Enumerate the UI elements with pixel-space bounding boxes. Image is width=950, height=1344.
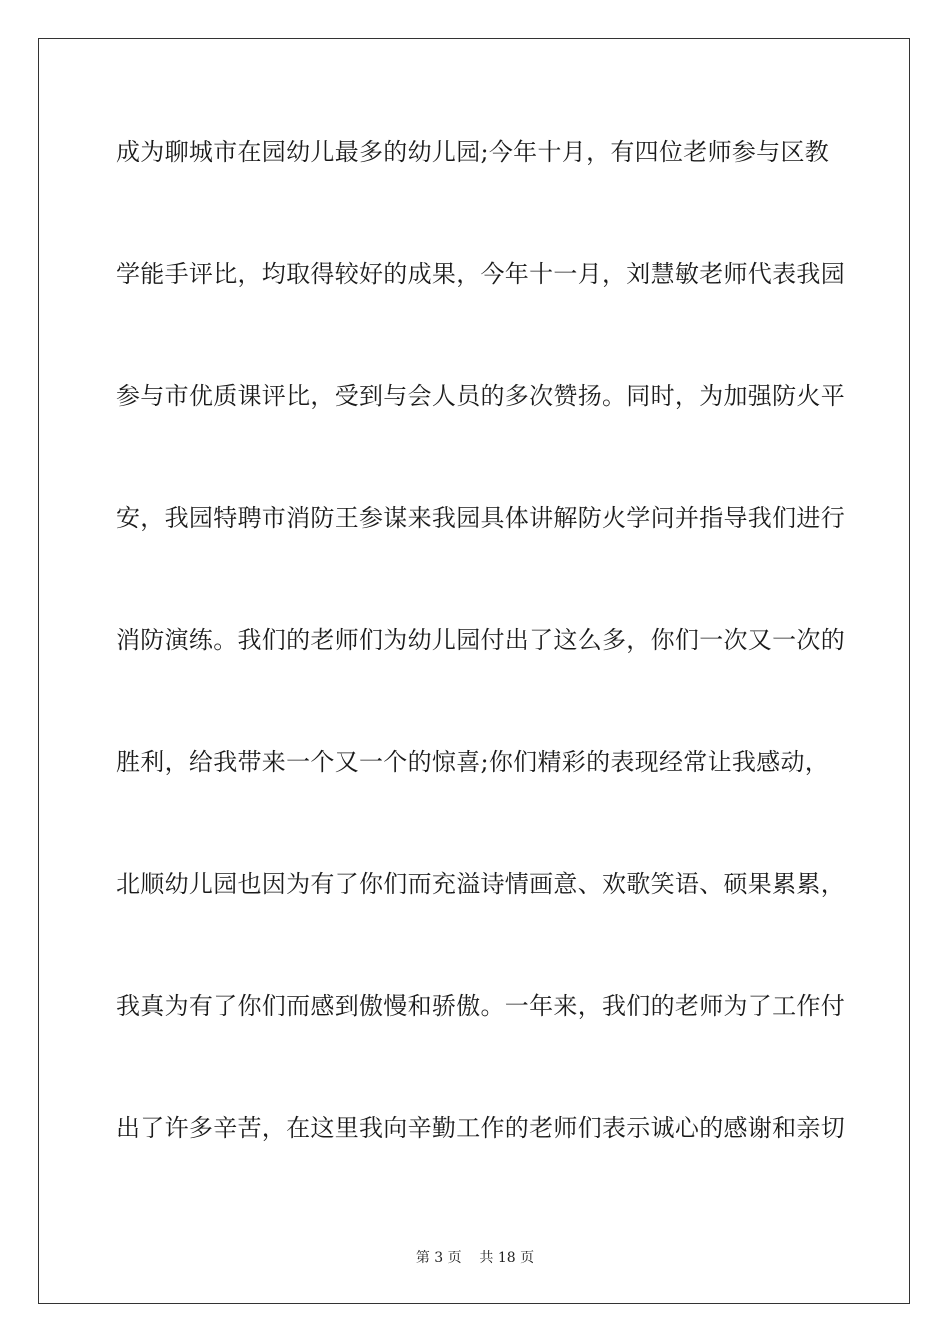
page-number-footer: 第 3 页 共 18 页 bbox=[415, 1250, 535, 1266]
body-text-line: 消防演练。我们的老师们为幼儿园付出了这么多，你们一次又一次的 bbox=[116, 626, 845, 654]
body-text-line: 参与市优质课评比，受到与会人员的多次赞扬。同时，为加强防火平 bbox=[116, 382, 845, 410]
body-text-line: 胜利，给我带来一个又一个的惊喜;你们精彩的表现经常让我感动， bbox=[116, 748, 830, 776]
body-text-line: 北顺幼儿园也因为有了你们而充溢诗情画意、欢歌笑语、硕果累累， bbox=[116, 870, 845, 898]
body-text-line: 安，我园特聘市消防王参谋来我园具体讲解防火学问并指导我们进行 bbox=[116, 504, 845, 532]
body-text-line: 我真为有了你们而感到傲慢和骄傲。一年来，我们的老师为了工作付 bbox=[116, 992, 845, 1020]
body-text-line: 成为聊城市在园幼儿最多的幼儿园;今年十月，有四位老师参与区教 bbox=[116, 138, 830, 166]
body-text-line: 出了许多辛苦，在这里我向辛勤工作的老师们表示诚心的感谢和亲切 bbox=[116, 1114, 845, 1142]
body-text-line: 学能手评比，均取得较好的成果，今年十一月，刘慧敏老师代表我园 bbox=[116, 260, 845, 288]
